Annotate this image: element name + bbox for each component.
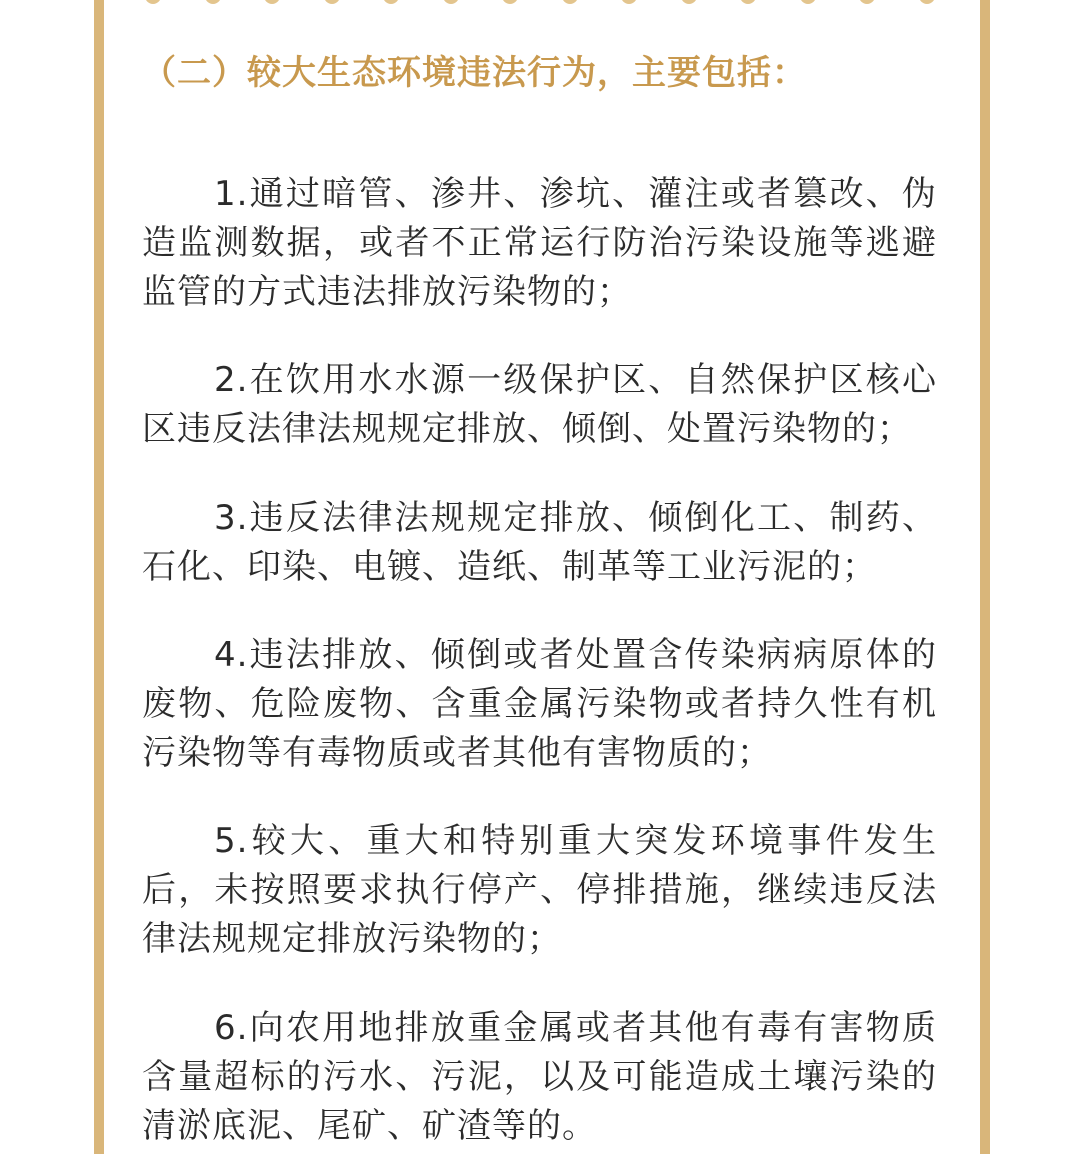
decorative-dot [859,0,875,4]
list-item-1: 1.通过暗管、渗井、渗坑、灌注或者篡改、伪造监测数据，或者不正常运行防治污染设施等逃避监管的方式违法排放污染物的； [142,174,937,312]
decorative-dot [205,0,221,4]
decorative-dot [681,0,697,4]
decorative-dot-row [145,0,935,4]
list-item-6: 6.向农用地排放重金属或者其他有毒有害物质含量超标的污水、污泥，以及可能造成土壤污染的清淤底泥、尾矿、矿渣等的。 [142,1008,937,1146]
list-item-3: 3.违反法律法规规定排放、倾倒化工、制药、石化、印染、电镀、造纸、制革等工业污泥的； [142,498,937,587]
decorative-dot [562,0,578,4]
decorative-dot [621,0,637,4]
decorative-dot [145,0,161,4]
list-item-2: 2.在饮用水水源一级保护区、自然保护区核心区违反法律法规规定排放、倾倒、处置污染物的； [142,360,937,449]
decorative-dot [264,0,280,4]
decorative-dot [502,0,518,4]
section-heading: （二）较大生态环境违法行为，主要包括： [142,53,807,93]
decorative-dot [383,0,399,4]
decorative-dot [443,0,459,4]
list-item-5: 5.较大、重大和特别重大突发环境事件发生后，未按照要求执行停产、停排措施，继续违反法律法规规定排放污染物的； [142,821,937,959]
decorative-dot [800,0,816,4]
decorative-dot [324,0,340,4]
decorative-dot [919,0,935,4]
decorative-dot [740,0,756,4]
list-item-4: 4.违法排放、倾倒或者处置含传染病病原体的废物、危险废物、含重金属污染物或者持久性有机污染物等有毒物质或者其他有害物质的； [142,635,937,773]
